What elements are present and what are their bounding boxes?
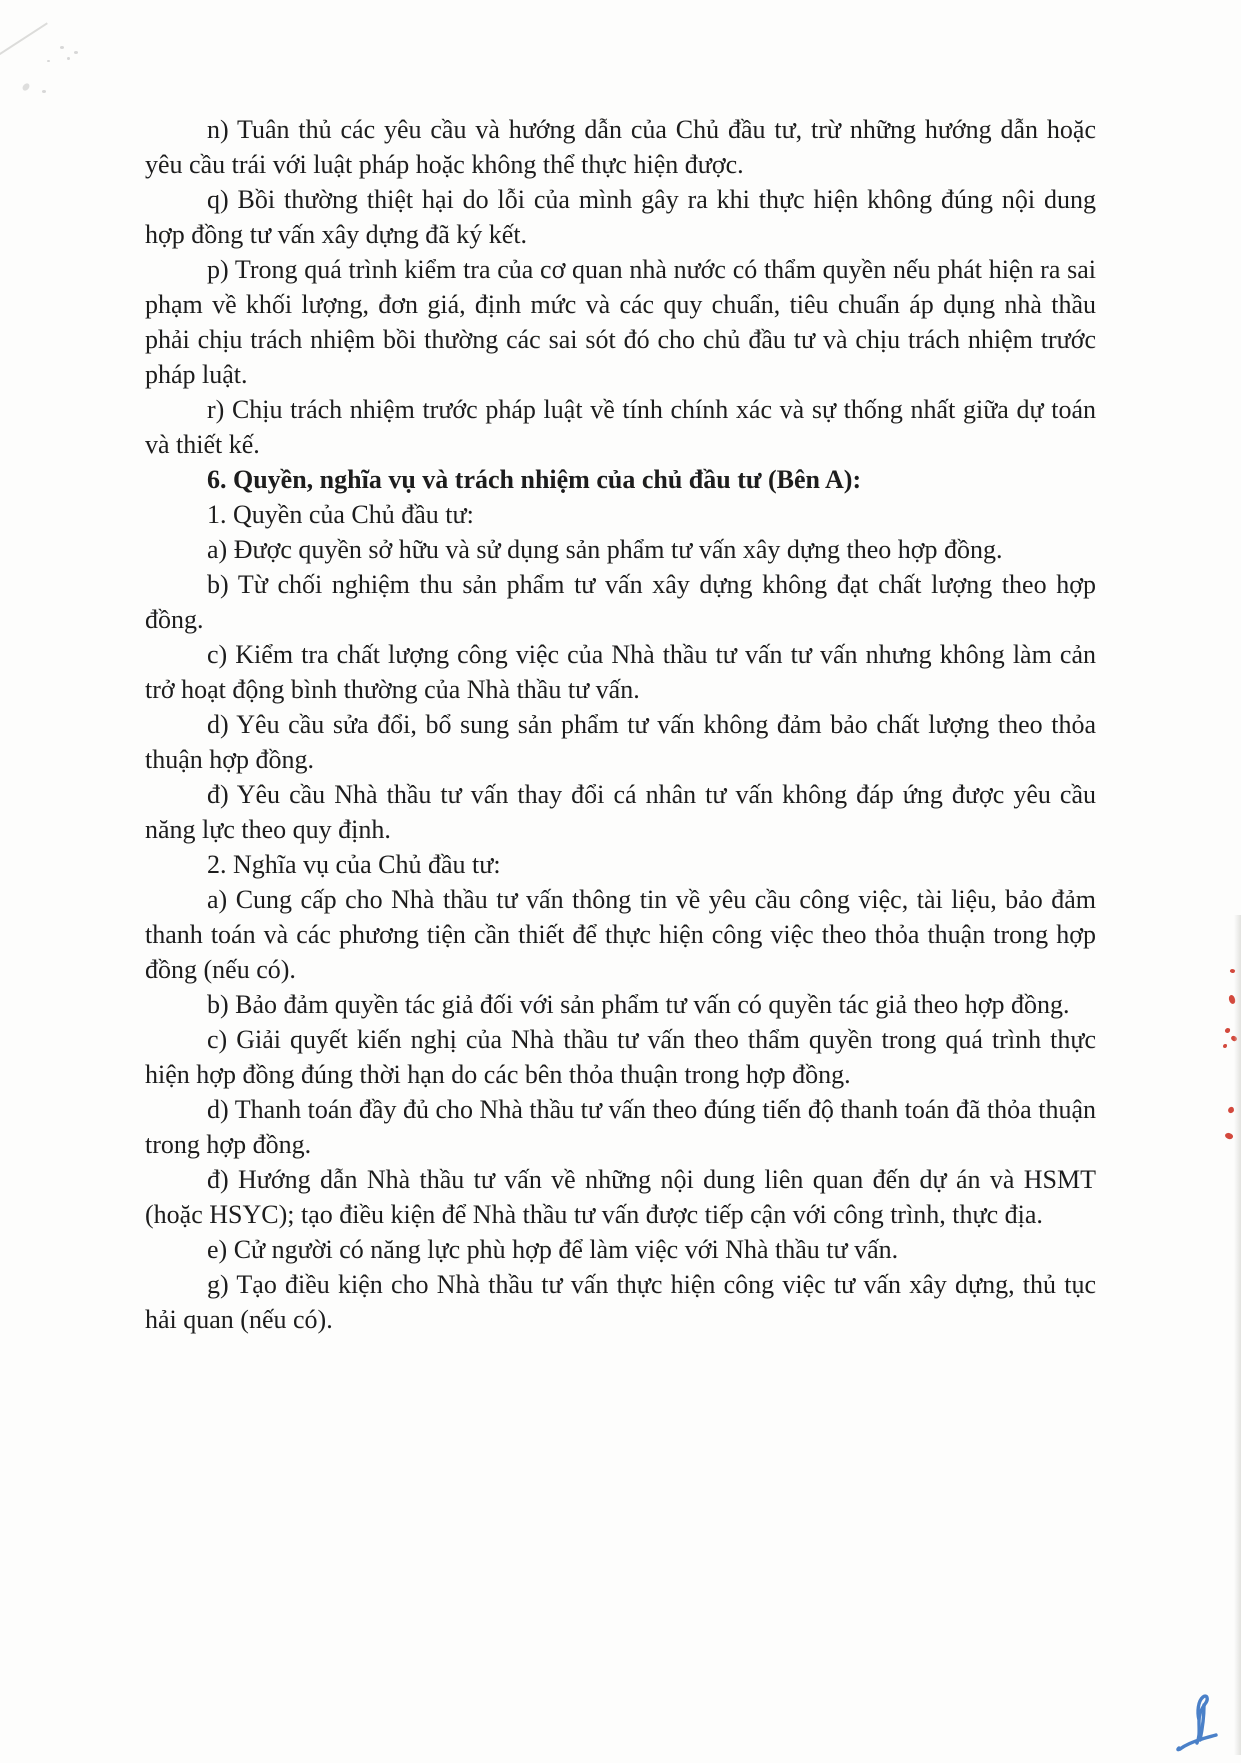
scan-speckle	[21, 82, 31, 92]
scan-speckle	[47, 60, 50, 62]
scan-speckle	[74, 51, 78, 54]
handwritten-initial-signature	[1172, 1690, 1230, 1758]
red-ink-speck	[1223, 1044, 1227, 1048]
clause-n: n) Tuân thủ các yêu cầu và hướng dẫn của Chủ đầu tư, trừ những hướng dẫn hoặc yêu cầu trái với luật pháp hoặc không thể thực hiện được.	[145, 115, 1096, 179]
scan-speckle	[60, 46, 64, 49]
obligations-clause-b: b) Bảo đảm quyền tác giả đối với sản phẩm tư vấn có quyền tác giả theo hợp đồng.	[207, 990, 1070, 1019]
rights-clause-d: d) Yêu cầu sửa đổi, bổ sung sản phẩm tư vấn không đảm bảo chất lượng theo thỏa thuận hợp đồng.	[145, 710, 1096, 774]
clause-p: p) Trong quá trình kiểm tra của cơ quan nhà nước có thẩm quyền nếu phát hiện ra sai phạm về khối lượng, đơn giá, định mức và các quy chuẩn, tiêu chuẩn áp dụng nhà thầu phải chịu trách nhiệm bồi thường các sai sót đó cho chủ đầu tư và chịu trách nhiệm trước pháp luật.	[145, 255, 1096, 389]
obligations-clause-a: a) Cung cấp cho Nhà thầu tư vấn thông tin về yêu cầu công việc, tài liệu, bảo đảm thanh toán và các phương tiện cần thiết để thực hiện công việc theo thỏa thuận trong hợp đồng (nếu có).	[145, 885, 1096, 984]
obligations-clause-g: g) Tạo điều kiện cho Nhà thầu tư vấn thực hiện công việc tư vấn xây dựng, thủ tục hải quan (nếu có).	[145, 1270, 1096, 1334]
obligations-clause-c: c) Giải quyết kiến nghị của Nhà thầu tư vấn theo thẩm quyền trong quá trình thực hiện hợp đồng đúng thời hạn do các bên thỏa thuận trong hợp đồng.	[145, 1025, 1096, 1089]
clause-q: q) Bồi thường thiệt hại do lỗi của mình gây ra khi thực hiện không đúng nội dung hợp đồng tư vấn xây dựng đã ký kết.	[145, 185, 1096, 249]
rights-clause-dd: đ) Yêu cầu Nhà thầu tư vấn thay đổi cá nhân tư vấn không đáp ứng được yêu cầu năng lực theo quy định.	[145, 780, 1096, 844]
scan-speckle	[42, 90, 46, 93]
contract-text-block	[145, 112, 1096, 1337]
subsection-2-obligations-heading: 2. Nghĩa vụ của Chủ đầu tư:	[207, 850, 501, 879]
red-ink-speck	[1225, 1028, 1231, 1034]
obligations-clause-d: d) Thanh toán đầy đủ cho Nhà thầu tư vấn theo đúng tiến độ thanh toán đã thỏa thuận trong hợp đồng.	[145, 1095, 1096, 1159]
signature-ink-icon	[1172, 1690, 1230, 1758]
scan-speckle	[67, 57, 70, 60]
scan-edge-shadow	[1234, 915, 1241, 1755]
red-ink-speck	[1224, 1131, 1234, 1140]
rights-clause-b: b) Từ chối nghiệm thu sản phẩm tư vấn xây dựng không đạt chất lượng theo hợp đồng.	[145, 570, 1096, 634]
section-6-heading: 6. Quyền, nghĩa vụ và trách nhiệm của chủ đầu tư (Bên A):	[207, 465, 862, 494]
rights-clause-c: c) Kiểm tra chất lượng công việc của Nhà thầu tư vấn tư vấn nhưng không làm cản trở hoạt động bình thường của Nhà thầu tư vấn.	[145, 640, 1096, 704]
obligations-clause-e: e) Cử người có năng lực phù hợp để làm việc với Nhà thầu tư vấn.	[207, 1235, 899, 1264]
scan-scratch-artifact	[0, 22, 48, 55]
clause-r: r) Chịu trách nhiệm trước pháp luật về tính chính xác và sự thống nhất giữa dự toán và thiết kế.	[145, 395, 1096, 459]
rights-clause-a: a) Được quyền sở hữu và sử dụng sản phẩm tư vấn xây dựng theo hợp đồng.	[207, 535, 1003, 564]
subsection-1-rights-heading: 1. Quyền của Chủ đầu tư:	[207, 500, 474, 529]
obligations-clause-dd: đ) Hướng dẫn Nhà thầu tư vấn về những nội dung liên quan đến dự án và HSMT (hoặc HSYC); tạo điều kiện để Nhà thầu tư vấn được tiếp cận với công trình, thực địa.	[145, 1165, 1096, 1229]
